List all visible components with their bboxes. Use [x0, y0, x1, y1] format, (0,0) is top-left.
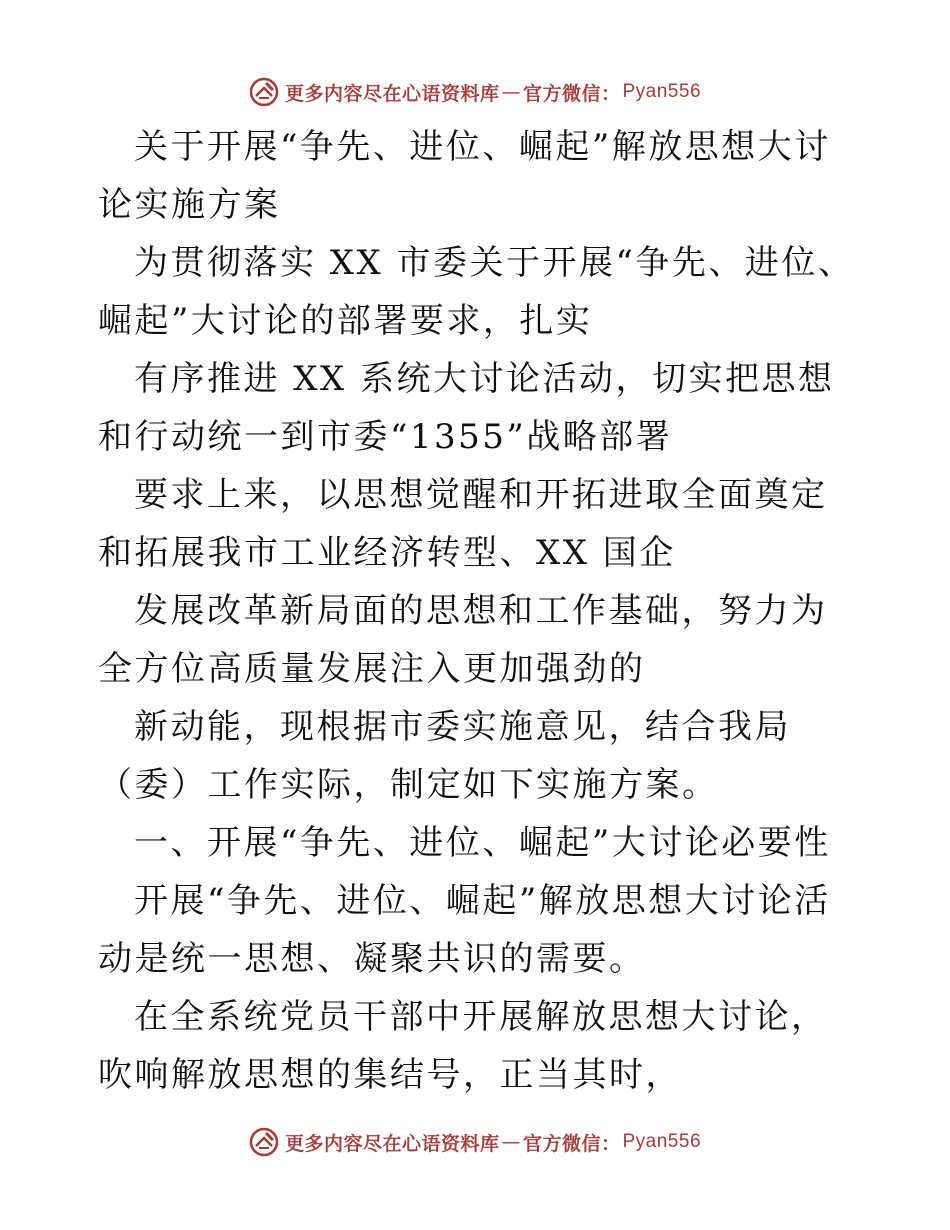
watermark-text: 更多内容尽在心语资料库	[284, 1132, 500, 1155]
paragraph: 有序推进 XX 系统大讨论活动，切实把思想和行动统一到市委“1355”战略部署	[98, 359, 835, 457]
paragraph: 要求上来，以思想觉醒和开拓进取全面奠定和拓展我市工业经济转型、XX 国企	[98, 475, 828, 573]
paragraph: 发展改革新局面的思想和工作基础，努力为全方位高质量发展注入更加强劲的	[98, 591, 828, 689]
watermark-separator: —	[501, 81, 521, 103]
book-pen-icon	[249, 1127, 279, 1157]
footer-watermark	[0, 1122, 950, 1162]
document-title: 关于开展“争先、进位、崛起”解放思想大讨论实施方案	[98, 127, 831, 225]
watermark-wechat-id: Pyan556	[622, 81, 702, 102]
section-heading: 一、开展“争先、进位、崛起”大讨论必要性	[134, 823, 831, 863]
paragraph: 新动能，现根据市委实施意见，结合我局（委）工作实际，制定如下实施方案。	[98, 707, 791, 805]
watermark-text: 更多内容尽在心语资料库	[284, 82, 500, 105]
watermark-label: 官方微信：	[522, 1132, 621, 1155]
watermark-label: 官方微信：	[522, 82, 621, 105]
book-pen-icon	[249, 77, 279, 107]
header-watermark	[0, 72, 950, 112]
document-body	[98, 118, 858, 1104]
watermark-separator: —	[501, 1131, 521, 1153]
paragraph: 在全系统党员干部中开展解放思想大讨论，吹响解放思想的集结号，正当其时，	[98, 997, 828, 1095]
paragraph: 开展“争先、进位、崛起”解放思想大讨论活动是统一思想、凝聚共识的需要。	[98, 881, 831, 979]
watermark-wechat-id: Pyan556	[622, 1131, 702, 1152]
paragraph: 为贯彻落实 XX 市委关于开展“争先、进位、崛起”大讨论的部署要求，扎实	[98, 243, 855, 341]
